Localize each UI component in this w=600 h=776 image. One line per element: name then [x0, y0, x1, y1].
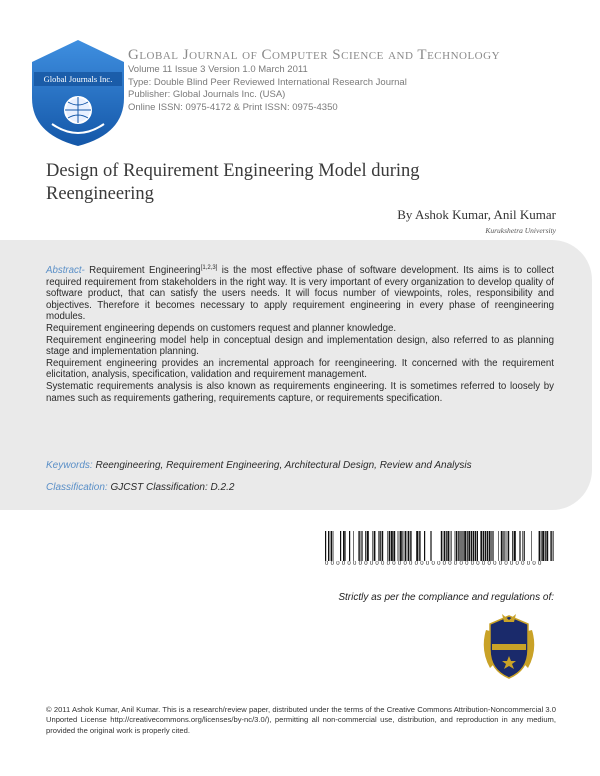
keywords-label: Keywords: — [46, 460, 93, 471]
abstract-paragraph-5: Systematic requirements analysis is also known as requirements engineering. It is sometimes referred to loosely by names such as requirements gathering, requirements capture, or requirements specification. — [46, 380, 554, 404]
journal-header — [128, 46, 588, 114]
abstract-paragraph-1 — [46, 265, 554, 323]
paper-title: Design of Requirement Engineering Model during Reengineering — [46, 161, 420, 204]
logo-text: Global Journals Inc. — [43, 74, 113, 84]
keywords-line — [46, 460, 472, 471]
author-affiliation: Kurukshetra University — [485, 226, 556, 235]
journal-publisher: Publisher: Global Journals Inc. (USA) — [128, 89, 286, 100]
classification-label: Classification: — [46, 482, 108, 493]
journal-issn: Online ISSN: 0975-4172 & Print ISSN: 0975-4350 — [128, 101, 338, 113]
journal-volume: Volume 11 Issue 3 Version 1.0 March 2011 — [128, 64, 308, 75]
license-notice: © 2011 Ashok Kumar, Anil Kumar. This is a research/review paper, distributed under the terms of the Creative Commons Attribution-Noncommercial 3.0 Unported License http://creativecommons.org/licenses/by-nc/3.0/), permitting all non-commercial use, distribution, and reproduction in any medium, provided the original work is properly cited. — [46, 705, 556, 735]
classification-line — [46, 482, 234, 493]
abstract-label: Abstract- — [46, 265, 85, 276]
journal-logo — [30, 38, 126, 148]
abstract-lead: Requirement Engineering — [84, 265, 201, 276]
classification-value: GJCST Classification: D.2.2 — [107, 482, 235, 493]
abstract-citation: [1,2,3] — [200, 264, 218, 271]
barcode-number: 0 0 0 0 0 0 0 0 0 0 0 0 0 0 0 0 0 0 0 0 0 0 0 0 0 0 0 0 0 0 0 0 0 0 0 0 0 0 0 — [325, 561, 542, 567]
abstract-body — [46, 265, 554, 404]
compliance-note: Strictly as per the compliance and regulations of: — [338, 592, 554, 603]
abstract-paragraph-2: Requirement engineering depends on customers request and planner knowledge. — [46, 322, 397, 334]
abstract-paragraph-4: Requirement engineering provides an incremental approach for reengineering. It concerned with the requirement elicitation, analysis, specification, validation and requirement management. — [46, 357, 554, 381]
barcode — [325, 531, 557, 561]
paper-authors: By Ashok Kumar, Anil Kumar — [397, 207, 556, 222]
journal-name: Global Journal of Computer Science and Technology — [128, 47, 501, 63]
abstract-p1-rest: is the most effective phase of software development. Its aims is to collect required requirement from stakeholders in the right way. It is very important of every organization to develop quality of software product, that can satisfy the users needs. It will focus number of viewpoints, roles, responsibility and objectives. Therefore it becomes necessary to apply requirement engineering in every phase of reengineering modules. — [46, 265, 555, 323]
abstract-paragraph-3: Requirement engineering model help in conceptual design and implementation design, also referred to as planning stage and implementation planning. — [46, 334, 554, 358]
journal-type: Type: Double Blind Peer Reviewed International Research Journal — [128, 76, 407, 88]
journal-crest-emblem — [476, 610, 542, 682]
keywords-value: Reengineering, Requirement Engineering, Architectural Design, Review and Analysis — [92, 460, 472, 471]
